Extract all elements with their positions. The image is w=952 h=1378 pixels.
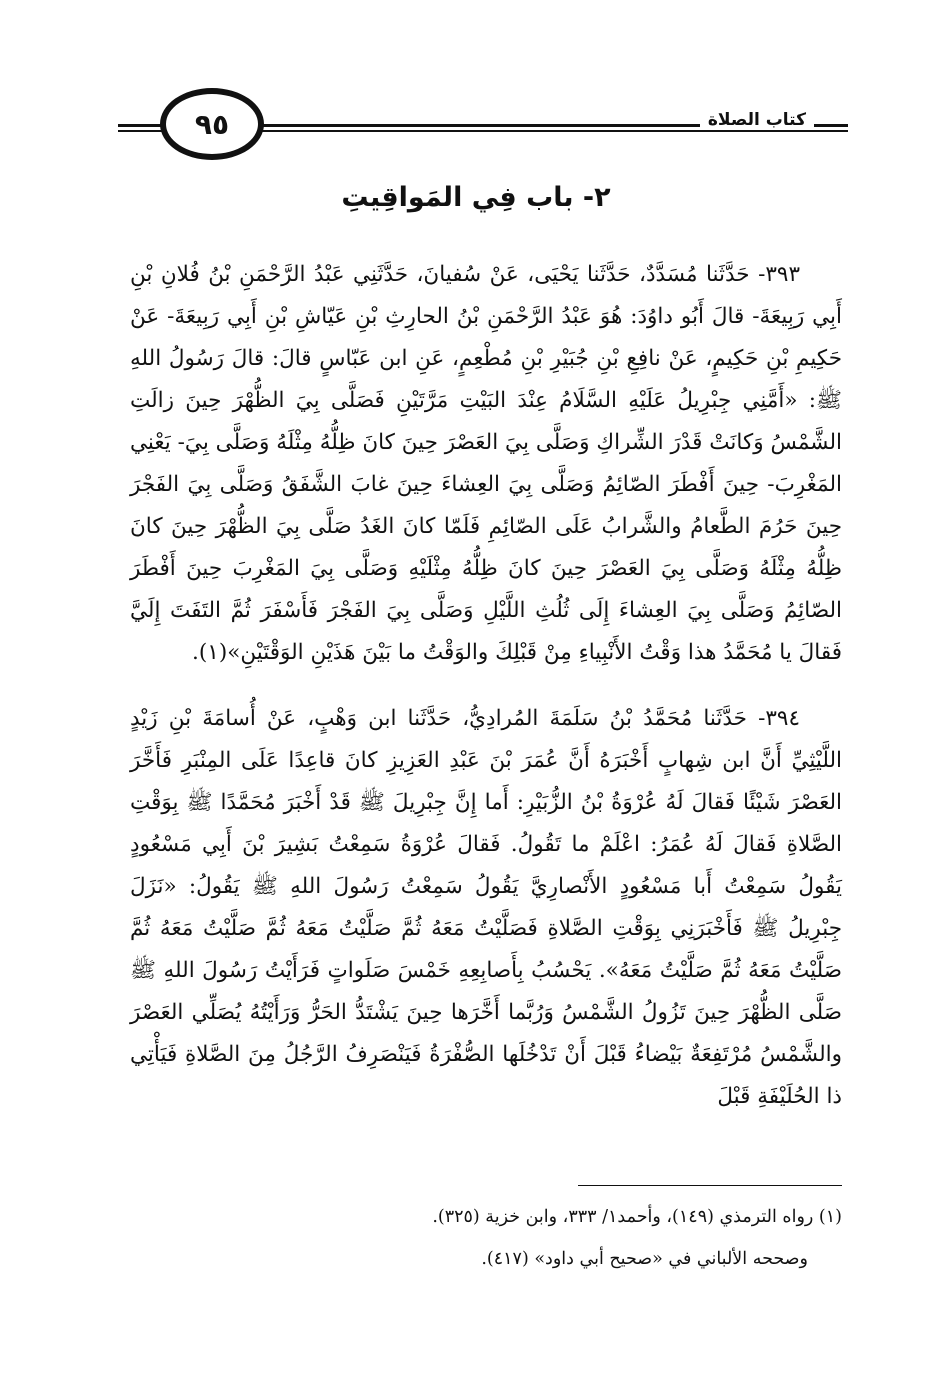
- page-header: [118, 88, 848, 168]
- footnote-separator: [578, 1185, 842, 1186]
- page-number-badge: [160, 88, 264, 160]
- footnote-1: (١) رواه الترمذي (١٤٩)، وأحمد١/ ٣٣٣، وابن خزية (٣٢٥).: [432, 1207, 842, 1227]
- hadith-393: ٣٩٣- حَدَّثَنا مُسَدَّدٌ، حَدَّثَنا يَحْيَى، عَنْ سُفيانَ، حَدَّثَنِي عَبْدُ الرَّحْمَنِ بْنُ فُلانِ بْنِ أَبِي رَبِيعَةَ- قالَ أَبُو داوُدَ: هُوَ عَبْدُ الرَّحْمَنِ بْنُ الحارِثِ بْنِ عَيّاشِ بْنِ أَبِي رَبِيعَةَ- عَنْ حَكِيمِ بْنِ حَكِيمٍ، عَنْ نافِعِ بْنِ جُبَيْرِ بْنِ مُطْعِمٍ، عَنِ ابن عَبّاسٍ قالَ: قالَ رَسُولُ اللهِ ﷺ: «أَمَّنِي جِبْرِيلُ عَلَيْهِ السَّلَامُ عِنْدَ البَيْتِ مَرَّتَيْنِ فَصَلَّى بِيَ الظُّهْرَ حِينَ زالَتِ الشَّمْسُ وَكانَتْ قَدْرَ الشِّراكِ وَصَلَّى بِيَ العَصْرَ حِينَ كانَ ظِلُّهُ مِثْلَهُ وَصَلَّى بِيَ- يَعْنِي المَغْرِبَ- حِينَ أَفْطَرَ الصّائِمُ وَصَلَّى بِيَ العِشاءَ حِينَ غابَ الشَّفَقُ وَصَلَّى بِيَ الفَجْرَ حِينَ حَرُمَ الطَّعامُ والشَّرابُ عَلَى الصّائِمِ فَلَمّا كانَ الغَدُ صَلَّى بِيَ الظُّهْرَ حِينَ كانَ ظِلُّهُ مِثْلَهُ وَصَلَّى بِيَ العَصْرَ حِينَ كانَ ظِلُّهُ مِثْلَيْهِ وَصَلَّى بِيَ المَغْرِبَ حِينَ أَفْطَرَ الصّائِمُ وَصَلَّى بِيَ العِشاءَ إِلَى ثُلُثِ اللَّيْلِ وَصَلَّى بِيَ الفَجْرَ فَأَسْفَرَ ثُمَّ التَفَتَ إِلَيَّ فَقالَ يا مُحَمَّدُ هذا وَقْتُ الأَنْبِياءِ مِنْ قَبْلِكَ والوَقْتُ ما بَيْنَ هَذَيْنِ الوَقْتَيْنِ»(١).: [130, 262, 842, 665]
- running-title: كتاب الصلاة: [700, 110, 814, 130]
- hadith-394: ٣٩٤- حَدَّثَنا مُحَمَّدُ بْنُ سَلَمَةَ المُرادِيُّ، حَدَّثَنا ابن وَهْبٍ، عَنْ أُسامَةَ بْنِ زَيْدٍ اللَّيْثِيِّ أَنَّ ابن شِهابٍ أَخْبَرَهُ أَنَّ عُمَرَ بْنَ عَبْدِ العَزِيزِ كانَ قاعِدًا عَلَى المِنْبَرِ فَأَخَّرَ العَصْرَ شَيْئًا فَقالَ لَهُ عُرْوَةُ بْنُ الزُّبَيْرِ: أَما إِنَّ جِبْرِيلَ ﷺ قَدْ أَخْبَرَ مُحَمَّدًا ﷺ بِوَقْتِ الصَّلاةِ فَقالَ لَهُ عُمَرُ: اعْلَمْ ما تَقُولُ. فَقالَ عُرْوَةُ سَمِعْتُ بَشِيرَ بْنَ أَبِي مَسْعُودٍ يَقُولُ سَمِعْتُ أَبا مَسْعُودٍ الأَنْصارِيَّ يَقُولُ سَمِعْتُ رَسُولَ اللهِ ﷺ يَقُولُ: «نَزَلَ جِبْرِيلُ ﷺ فَأَخْبَرَنِي بِوَقْتِ الصَّلاةِ فَصَلَّيْتُ مَعَهُ ثُمَّ صَلَّيْتُ مَعَهُ ثُمَّ صَلَّيْتُ مَعَهُ ثُمَّ صَلَّيْتُ مَعَهُ ثُمَّ صَلَّيْتُ مَعَهُ». يَحْسُبُ بِأَصابِعِهِ خَمْسَ صَلَواتٍ فَرَأَيْتُ رَسُولَ اللهِ ﷺ صَلَّى الظُّهْرَ حِينَ تَزُولُ الشَّمْسُ وَرُبَّما أَخَّرَها حِينَ يَشْتَدُّ الحَرُّ وَرَأَيْتُهُ يُصَلِّي العَصْرَ والشَّمْسُ مُرْتَفِعَةٌ بَيْضاءُ قَبْلَ أَنْ تَدْخُلَها الصُّفْرَةُ فَيَنْصَرِفُ الرَّجُلُ مِنَ الصَّلاةِ فَيَأْتِي ذا الحُلَيْفَةِ قَبْلَ: [130, 706, 842, 1109]
- chapter-title: ٢- باب فِي المَواقِيتِ: [341, 182, 611, 213]
- main-text: [130, 254, 842, 1118]
- footnote-1-continuation: وصححه الألباني في «صحيح أبي داود» (٤١٧).: [481, 1249, 808, 1269]
- page-number: ٩٥: [194, 107, 230, 141]
- footnotes: [130, 1196, 842, 1280]
